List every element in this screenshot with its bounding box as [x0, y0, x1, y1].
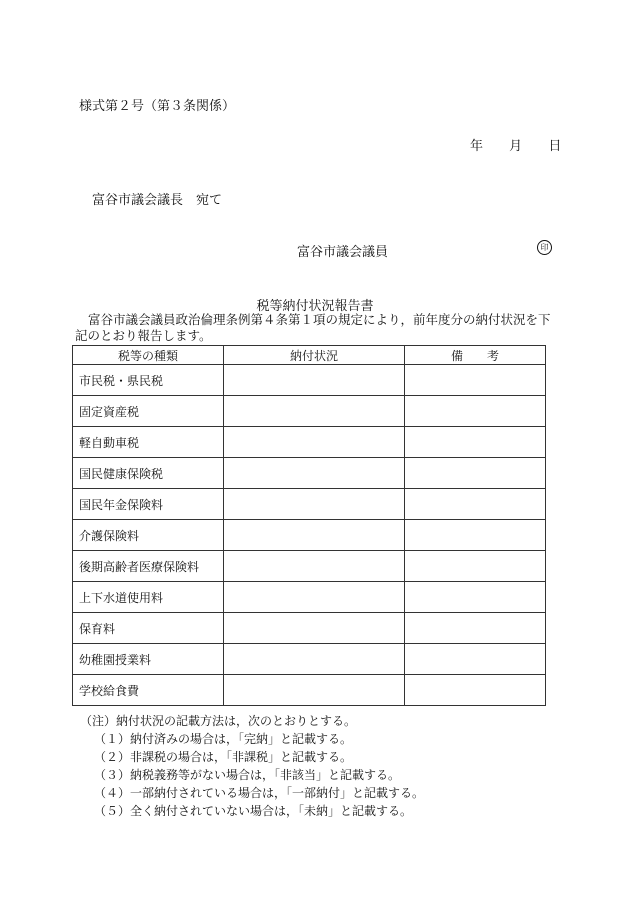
remarks-cell[interactable] [405, 427, 546, 458]
payment-status-cell[interactable] [224, 427, 405, 458]
header-remarks: 備 考 [405, 346, 546, 365]
tax-type-cell: 軽自動車税 [73, 427, 224, 458]
reporter-label: 富谷市議会議員 [297, 245, 389, 260]
table-row [73, 427, 546, 458]
table-body [73, 365, 546, 706]
header-payment-status: 納付状況 [224, 346, 405, 365]
payment-status-cell[interactable] [224, 644, 405, 675]
note-item: （４）一部納付されている場合は，「一部納付」と記載する。 [94, 786, 425, 800]
table-row [73, 675, 546, 706]
intro-text: 富谷市議会議員政治倫理条例第４条第１項の規定により，前年度分の納付状況を下記のとおり報告します。 [75, 312, 551, 343]
tax-type-cell: 市民税・県民税 [73, 365, 224, 396]
remarks-cell[interactable] [405, 551, 546, 582]
date-month-label: 月 [509, 139, 523, 154]
remarks-cell[interactable] [405, 396, 546, 427]
table-row [73, 489, 546, 520]
tax-type-cell: 介護保険料 [73, 520, 224, 551]
table-row [73, 396, 546, 427]
tax-status-table [72, 345, 546, 706]
table-header-row [73, 346, 546, 365]
tax-type-cell: 保育料 [73, 613, 224, 644]
note-item: （１）納付済みの場合は，「完納」と記載する。 [94, 732, 353, 746]
addressee: 富谷市議会議長 宛て [92, 193, 223, 208]
note-item: （２）非課税の場合は，「非課税」と記載する。 [94, 750, 353, 764]
note-item: （５）全く納付されていない場合は，「未納」と記載する。 [94, 804, 413, 818]
payment-status-cell[interactable] [224, 582, 405, 613]
table-row [73, 365, 546, 396]
table-row [73, 458, 546, 489]
payment-status-cell[interactable] [224, 675, 405, 706]
note-item: （３）納税義務等がない場合は，「非該当」と記載する。 [94, 768, 401, 782]
seal-mark: 印 [537, 240, 552, 255]
tax-type-cell: 国民健康保険税 [73, 458, 224, 489]
table-row [73, 551, 546, 582]
report-title: 税等納付状況報告書 [256, 299, 374, 314]
table-row [73, 520, 546, 551]
table-row [73, 582, 546, 613]
payment-status-cell[interactable] [224, 365, 405, 396]
tax-type-cell: 幼稚園授業料 [73, 644, 224, 675]
remarks-cell[interactable] [405, 675, 546, 706]
payment-status-cell[interactable] [224, 396, 405, 427]
tax-type-cell: 国民年金保険料 [73, 489, 224, 520]
payment-status-cell[interactable] [224, 551, 405, 582]
remarks-cell[interactable] [405, 489, 546, 520]
payment-status-cell[interactable] [224, 489, 405, 520]
payment-status-cell[interactable] [224, 458, 405, 489]
tax-type-cell: 上下水道使用料 [73, 582, 224, 613]
remarks-cell[interactable] [405, 365, 546, 396]
notes-section [80, 712, 424, 820]
table-row [73, 613, 546, 644]
tax-type-cell: 固定資産税 [73, 396, 224, 427]
tax-type-cell: 学校給食費 [73, 675, 224, 706]
notes-items [80, 730, 424, 820]
date-year-label: 年 [470, 139, 484, 154]
remarks-cell[interactable] [405, 458, 546, 489]
payment-status-cell[interactable] [224, 520, 405, 551]
payment-status-cell[interactable] [224, 613, 405, 644]
notes-lead: （注）納付状況の記載方法は，次のとおりとする。 [80, 714, 357, 728]
date-line [470, 135, 561, 154]
remarks-cell[interactable] [405, 582, 546, 613]
remarks-cell[interactable] [405, 613, 546, 644]
remarks-cell[interactable] [405, 644, 546, 675]
form-number: 様式第２号（第３条関係） [79, 99, 236, 114]
remarks-cell[interactable] [405, 520, 546, 551]
tax-type-cell: 後期高齢者医療保険料 [73, 551, 224, 582]
date-day-label: 日 [548, 139, 562, 154]
table-row [73, 644, 546, 675]
header-tax-type: 税等の種類 [73, 346, 224, 365]
